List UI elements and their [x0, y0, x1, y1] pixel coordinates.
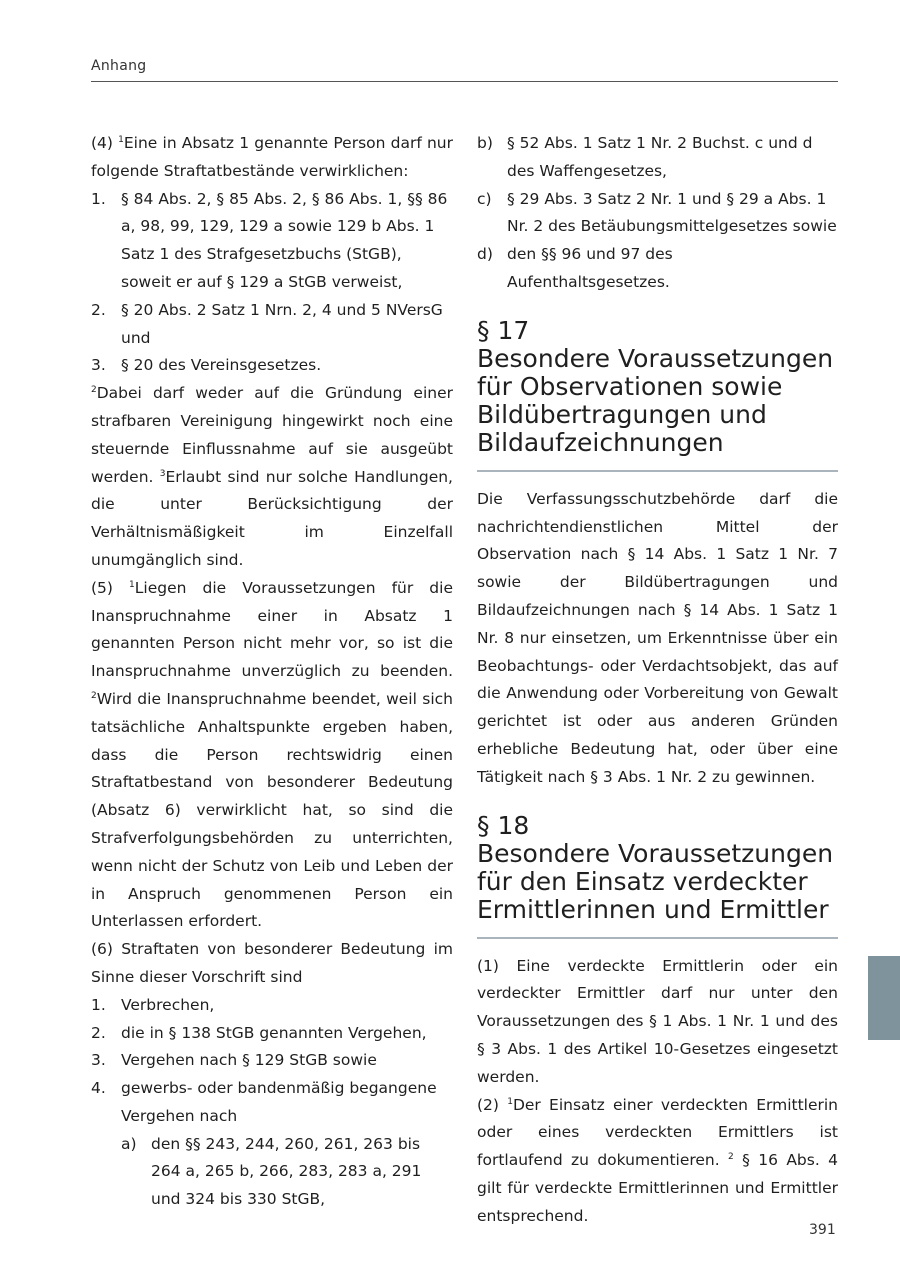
- paragraph-6: (6) Straftaten von besonderer Bedeutung im Sinne dieser Vorschrift sind: [91, 940, 453, 986]
- section-18-rule: [477, 937, 838, 939]
- sub-list-item-text: den §§ 243, 244, 260, 261, 263 bis 264 a, 265 b, 266, 283, 283 a, 291 und 324 bis 330 StGB,: [151, 1134, 422, 1209]
- header-rule: [91, 81, 838, 82]
- sentence-text: Dabei darf weder auf die Gründung einer strafbaren Vereinigung hingewirkt noch eine steuernde Einflussnahme auf sie ausgeübt werden.: [91, 384, 453, 486]
- sentence-text: Erlaubt sind nur solche Handlungen, die unter Berücksichtigung der Verhältnismäßigkeit im Einzelfall unumgänglich sind.: [91, 467, 453, 569]
- section-18-paragraph-1: (1) Eine verdeckte Ermittlerin oder ein verdeckter Ermittler darf nur unter den Voraussetzungen des § 1 Abs. 1 Nr. 1 und des § 3 Abs. 1 des Artikel 10-Gesetzes eingesetzt werden.: [477, 956, 838, 1086]
- list-item-number: 1.: [91, 995, 106, 1014]
- list-item-text: gewerbs- oder bandenmäßig begangene Vergehen nach: [121, 1079, 437, 1125]
- section-17-body: Die Verfassungsschutzbehörde darf die nachrichtendienstlichen Mittel der Observation nach § 14 Abs. 1 Satz 1 Nr. 7 sowie der Bildübertragungen und Bildaufzeichnungen nach § 14 Abs. 1 Satz 1 Nr. 8 nur einsetzen, um Erkenntnisse über ein Beobachtungs- oder Verdachtsobjekt, das auf die Anwendung oder Vorbereitung von Gewalt gerichtet ist oder aus anderen Gründen erhebliche Bedeutung hat, oder über eine Tätigkeit nach § 3 Abs. 1 Nr. 2 zu gewinnen.: [477, 489, 838, 786]
- sub-list-item: [477, 130, 838, 186]
- list-item-number: 1.: [91, 189, 106, 208]
- paragraph-5: [91, 575, 453, 936]
- sub-list-item: [91, 1131, 453, 1214]
- sentence-marker: 1: [507, 1096, 513, 1107]
- sentence-text: Liegen die Voraussetzungen für die Inanspruchnahme einer in Absatz 1 genannten Person nicht mehr vor, so ist die Inanspruchnahme unverzüglich zu beenden.: [91, 578, 453, 681]
- sub-list-item-text: § 52 Abs. 1 Satz 1 Nr. 2 Buchst. c und d des Waffengesetzes,: [507, 134, 813, 180]
- list-item-text: § 20 des Vereinsgesetzes.: [121, 356, 322, 375]
- list-item: [91, 297, 453, 353]
- paragraph-4-text: Eine in Absatz 1 genannte Person darf nur folgende Straftatbestände verwirklichen:: [91, 134, 453, 180]
- list-item: [91, 352, 453, 380]
- sub-list-item-text: § 29 Abs. 3 Satz 2 Nr. 1 und § 29 a Abs. 1 Nr. 2 des Betäubungsmittelgesetzes sowie: [507, 189, 837, 236]
- sentence-marker: 2: [728, 1151, 734, 1162]
- right-column: [477, 130, 838, 1231]
- paragraph-5-label: (5): [91, 578, 130, 597]
- section-17-number: § 17: [477, 315, 530, 345]
- sub-list-item-letter: b): [477, 134, 493, 152]
- list-item-number: 2.: [91, 300, 106, 319]
- sentence-marker: 2: [91, 690, 97, 701]
- running-header: Anhang: [91, 58, 147, 74]
- sentence-marker: 1: [118, 134, 124, 145]
- sub-list-item: [477, 241, 838, 297]
- section-18-title: Besondere Voraussetzungen für den Einsatz verdeckter Ermittlerinnen und Ermittler: [477, 838, 834, 924]
- list-item: [91, 186, 453, 297]
- paragraph-4-continuation: [91, 380, 453, 575]
- list-item-number: 3.: [91, 356, 106, 375]
- list-item-text: Vergehen nach § 129 StGB sowie: [121, 1051, 377, 1070]
- paragraph-4: [91, 130, 453, 186]
- list-item-text: § 20 Abs. 2 Satz 1 Nrn. 2, 4 und 5 NVersG und: [121, 300, 443, 347]
- sentence-marker: 3: [159, 468, 166, 479]
- list-item-number: 3.: [91, 1051, 106, 1070]
- list-item-number: 4.: [91, 1079, 106, 1098]
- section-17-rule: [477, 470, 838, 472]
- sub-list-item-letter: d): [477, 245, 493, 264]
- sub-list-item-text: den §§ 96 und 97 des Aufenthaltsgesetzes.: [507, 245, 673, 291]
- paragraph-label: (2): [477, 1095, 508, 1114]
- sub-list-item-letter: c): [477, 189, 492, 208]
- sub-list-item-letter: a): [121, 1134, 137, 1153]
- list-item-text: Verbrechen,: [121, 995, 215, 1014]
- list-item-text: § 84 Abs. 2, § 85 Abs. 2, § 86 Abs. 1, §§ 86 a, 98, 99, 129, 129 a sowie 129 b Abs. 1 Satz 1 des Strafgesetzbuchs (StGB), soweit er auf § 129 a StGB verweist,: [121, 189, 448, 291]
- section-17-title: Besondere Voraussetzungen für Observationen sowie Bildübertragungen und Bildaufzeichnungen: [477, 343, 834, 457]
- section-18-number: § 18: [477, 810, 530, 840]
- list-item-text: die in § 138 StGB genannten Vergehen,: [121, 1023, 427, 1042]
- sentence-text: § 16 Abs. 4 gilt für verdeckte Ermittlerinnen und Ermittler entsprechend.: [477, 1151, 838, 1225]
- list-item: [91, 1020, 453, 1048]
- paragraph-4-label: (4): [91, 134, 119, 152]
- section-18-paragraph-2: [477, 1092, 838, 1231]
- sentence-text: Der Einsatz einer verdeckten Ermittlerin oder eines verdeckten Ermittlers ist fortlaufend zu dokumentieren.: [477, 1095, 838, 1170]
- page-number: 391: [809, 1222, 836, 1238]
- list-item-number: 2.: [91, 1023, 106, 1042]
- list-item: [91, 1075, 453, 1131]
- sentence-marker: 2: [91, 385, 97, 396]
- left-column: [91, 130, 453, 1214]
- list-item: [91, 992, 453, 1020]
- sentence-text: Wird die Inanspruchnahme beendet, weil sich tatsächliche Anhaltspunkte ergeben haben, dass die Person rechtswidrig einen Straftatbestand von besonderer Bedeutung (Absatz 6) verwirklicht hat, so sind die Strafverfolgungsbehörden zu unterrichten, wenn nicht der Schutz von Leib und Leben der in Anspruch genommenen Person ein Unterlassen erfordert.: [91, 689, 453, 931]
- list-item: [91, 1047, 453, 1075]
- sub-list-item: [477, 186, 838, 242]
- thumb-index-tab: [868, 956, 900, 1040]
- sentence-marker: 1: [129, 579, 135, 590]
